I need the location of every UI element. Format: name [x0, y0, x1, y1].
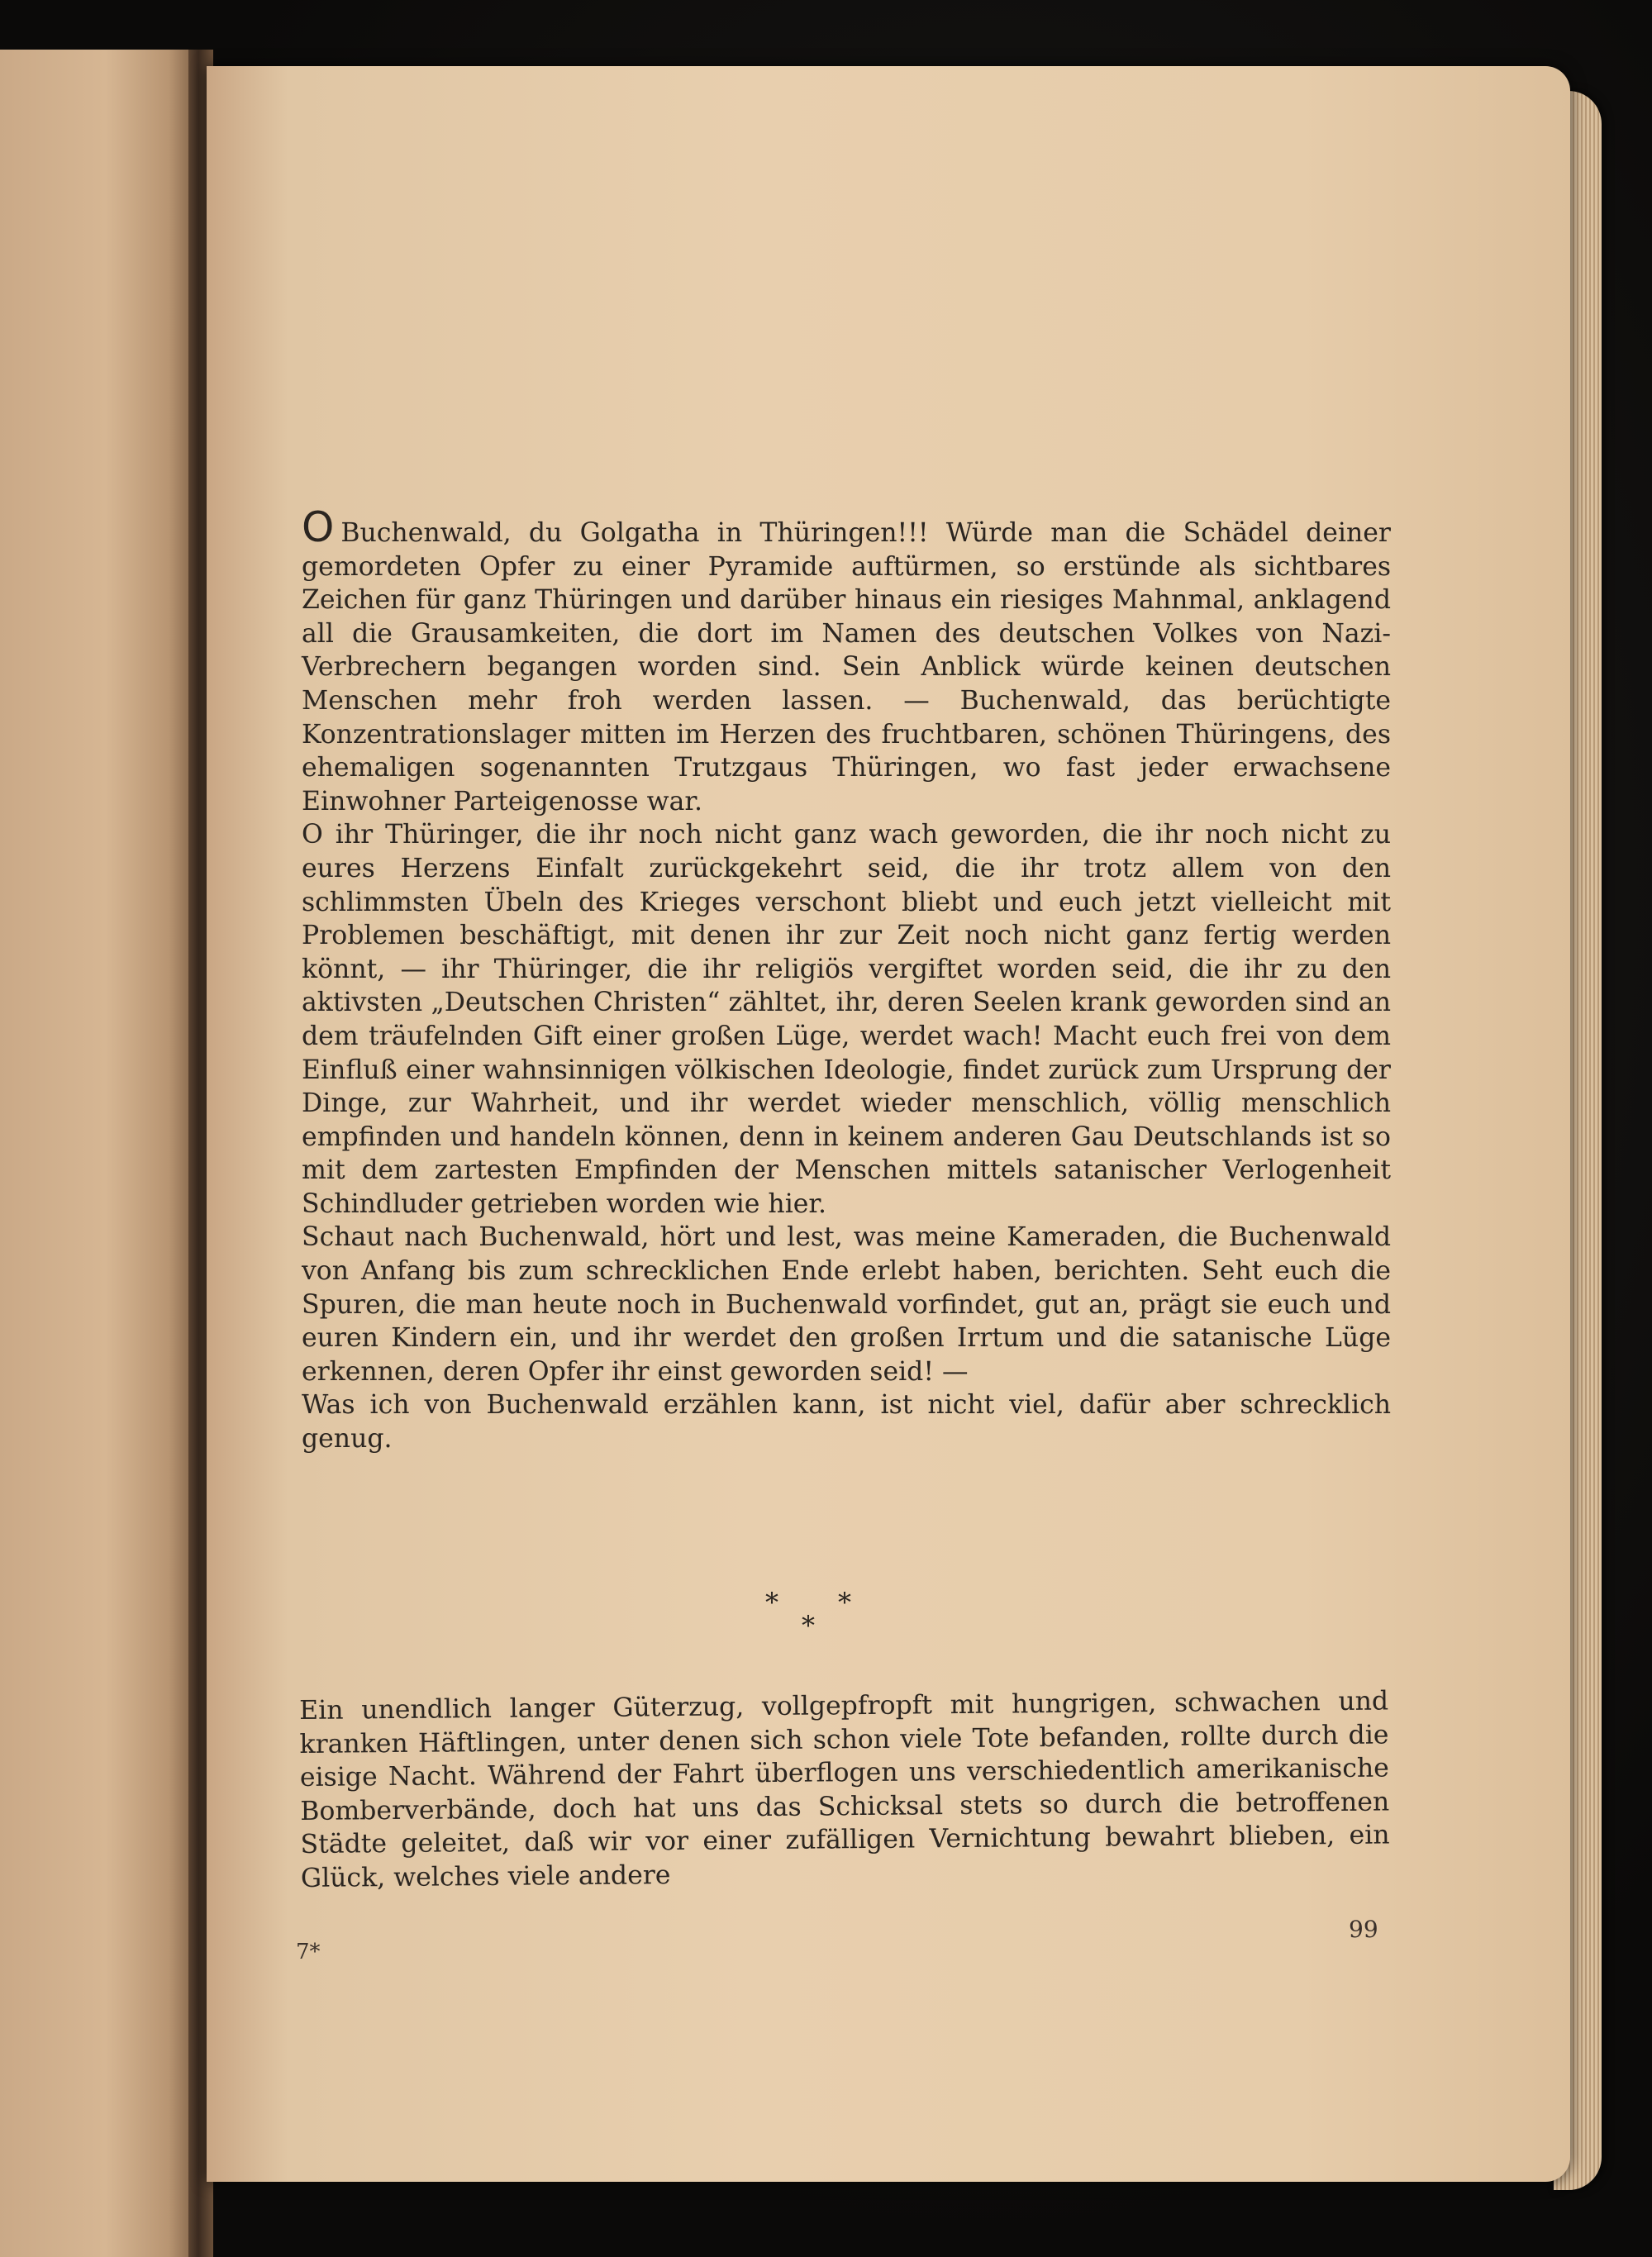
section-separator [760, 1587, 926, 1645]
paragraph-3: Schaut nach Buchenwald, hört und lest, was meine Kameraden, die Buchenwald von Anfang bis zum schrecklichen Ende erlebt haben, berichten. Seht euch die Spuren, die man heute noch in Buchenwald vorfindet, gut an, prägt sie euch und euren Kindern ein, und ihr werdet den großen Irrtum und die satanische Lüge erkennen, deren Opfer ihr einst geworden seid! — [302, 1222, 1391, 1387]
page-number: 99 [1349, 1916, 1378, 1943]
left-page [0, 50, 192, 2257]
bottom-paragraph: Ein unendlich langer Güterzug, vollgepfropft mit hungrigen, schwachen und kranken Häftlingen, unter denen sich schon viele Tote befanden, rollte durch die eisige Nacht. Während der Fahrt überflogen uns verschiedentlich amerikanische Bomberverbände, doch hat uns das Schicksal stets so durch die betroffenen Städte geleitet, daß wir vor einer zufälligen Vernichtung bewahrt blieben, ein Glück, welches viele andere [299, 1686, 1390, 1893]
separator-asterisk-1: * [765, 1587, 778, 1618]
drop-cap: O [302, 503, 335, 551]
paragraph-2: O ihr Thüringer, die ihr noch nicht ganz wach geworden, die ihr noch nicht zu eures Herzens Einfalt zurückgekehrt seid, die ihr trotz allem von den schlimmsten Übeln des Krieges verschont bliebt und euch jetzt vielleicht mit Problemen beschäftigt, mit denen ihr zur Zeit noch nicht ganz fertig werden könnt, — ihr Thüringer, die ihr religiös vergiftet worden seid, die ihr zu den aktivsten „Deutschen Christen“ zähltet, ihr, deren Seelen krank geworden sind an dem träufelnden Gift einer großen Lüge, werdet wach! Macht euch frei von dem Einfluß einer wahnsinnigen völkischen Ideologie, findet zurück zum Ursprung der Dinge, zur Wahrheit, und ihr werdet wieder menschlich, völlig menschlich empfinden und handeln können, denn in keinem anderen Gau Deutschlands ist so mit dem zartesten Empfinden der Menschen mittels satanischer Verlogenheit Schindluder getrieben worden wie hier. [302, 820, 1391, 1219]
paragraph-1-text: Buchenwald, du Golgatha in Thüringen!!! Würde man die Schädel deiner gemordeten Opfer zu einer Pyramide auftürmen, so erstünde als sichtbares Zeichen für ganz Thüringen und darüber hinaus ein riesiges Mahnmal, anklagend all die Grausamkeiten, die dort im Namen des deutschen Volkes von Nazi-Verbrechern begangen worden sind. Sein Anblick würde keinen deutschen Menschen mehr froh werden lassen. — Buchenwald, das berüchtigte Konzentrationslager mitten im Herzen des fruchtbaren, schönen Thüringens, des ehemaligen sogenannten Trutzgaus Thüringen, wo fast jeder erwachsene Einwohner Parteigenosse war. [302, 518, 1391, 817]
bottom-text-block [299, 1684, 1390, 1895]
signature-mark: 7* [296, 1940, 321, 1964]
separator-asterisk-2: * [838, 1587, 851, 1618]
paragraph-4: Was ich von Buchenwald erzählen kann, ist nicht viel, dafür aber schrecklich genug. [302, 1390, 1391, 1455]
main-text-block [302, 503, 1391, 1456]
paragraph-1 [302, 503, 1391, 818]
separator-asterisk-3: * [802, 1610, 815, 1641]
